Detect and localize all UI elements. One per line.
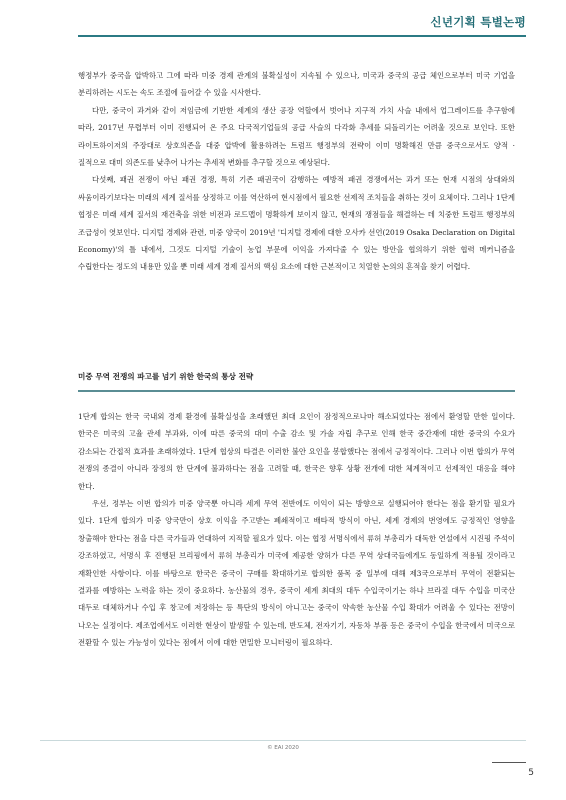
footer-divider — [40, 740, 526, 741]
header-divider — [78, 35, 526, 37]
section-heading: 미중 무역 전쟁의 파고를 넘기 위한 한국의 통상 전략 — [78, 371, 515, 392]
body-text-block-2 — [78, 408, 515, 652]
paragraph-2: 다만, 중국이 과거와 같이 저임금에 기반한 세계의 생산 공장 역할에서 벗어나 지구적 가치 사슬 내에서 업그레이드를 추구함에 따라, 2017년 무렵부터 이미 진행되어 온 주요 다국적기업들의 공급 사슬의 다각화 추세를 되돌리기는 어려울 것으로 보인다. 또한 라이트하이저의 주장대로 상호의존을 대중 압박에 활용하려는 트럼프 행정부의 전략이 이미 명확해진 만큼 중국으로서도 양적 · 질적으로 대미 의존도를 낮추어 나가는 추세적 변화를 추구할 것으로 예상된다. — [78, 105, 515, 168]
page-number-rule — [492, 762, 526, 763]
paragraph-5: 우선, 정부는 이번 합의가 미중 양국뿐 아니라 세계 무역 전반에도 이익이 되는 방향으로 실행되어야 한다는 점을 환기할 필요가 있다. 1단계 합의가 미중 양국만이 상호 이익을 주고받는 폐쇄적이고 배타적 방식이 아닌, 세계 경제의 번영에도 긍정적인 영향을 창출해야 한다는 점을 다른 국가들과 연대하여 지적할 필요가 있다. 이는 협정 서명식에서 류허 부총리가 대독한 연설에서 시진핑 주석이 강조하였고, 서명식 후 진행된 브리핑에서 류허 부총리가 미국에 제공한 양허가 다른 무역 상대국들에게도 동일하게 적용될 것이라고 재확인한 사항이다. 이를 바탕으로 한국은 중국이 구매를 확대하기로 합의한 품목 중 일부에 대해 제3국으로부터 무역이 전환되는 결과를 예방하는 노력을 하는 것이 중요하다. 농산물의 경우, 중국이 세계 최대의 대두 수입국이기는 하나 브라질 대두 수입을 미국산 대두로 대체하거나 수입 후 창고에 저장하는 등 특단의 방식이 아니고는 중국이 약속한 농산물 수입 확대가 어려울 수 있다는 전망이 나오는 실정이다. 제조업에서도 이러한 현상이 발생할 수 있는데, 반도체, 전자기기, 자동차 부품 등은 중국이 수입을 한국에서 미국으로 전환할 수 있는 가능성이 있다는 점에서 이에 대한 면밀한 모니터링이 필요하다. — [78, 499, 515, 648]
page-number: 5 — [528, 768, 534, 778]
footer-copyright: © EAI 2020 — [267, 745, 299, 751]
page-header-title: 신년기획 특별논평 — [430, 15, 526, 29]
paragraph-3: 다섯째, 패권 전쟁이 아닌 패권 경쟁, 특히 기존 패권국이 감행하는 예방적 패권 경쟁에서는 과거 또는 현재 시점의 상대와의 싸움이라기보다는 미래의 세계 질서를 상정하고 이를 역산하여 현시점에서 필요한 선제적 조치들을 취하는 것이 요체이다. 그러나 1단계 협정은 미래 세계 질서의 재건축을 위한 비전과 로드맵이 명확하게 보이지 않고, 현재의 쟁점들을 해결하는 데 치중한 트럼프 행정부의 조급성이 엿보인다. 디지털 경제와 관련, 미중 양국이 2019년 '디지털 경제에 대한 오사카 선언(2019 Osaka Declaration on Digital Economy)'의 틀 내에서, 그것도 디지털 기술이 농업 부문에 이익을 가져다줄 수 있는 방안을 협의하기 위한 협력 메커니즘을 수립한다는 정도의 내용만 있을 뿐 미래 세계 경제 질서의 핵심 요소에 대한 근본적이고 치열한 논의의 흔적을 찾기 어렵다. — [78, 175, 515, 272]
body-text-block-1 — [78, 67, 515, 276]
paragraph-1: 행정부가 중국을 압박하고 그에 따라 미중 경제 관계의 불확실성이 지속될 수 있으나, 미국과 중국의 공급 체인으로부터 미국 기업을 분리하려는 시도는 속도 조절에 들어갈 수 있을 시사한다. — [78, 71, 515, 98]
paragraph-4: 1단계 합의는 한국 국내외 경제 환경에 불확실성을 초래했던 최대 요인이 잠정적으로나마 해소되었다는 점에서 환영할 만한 일이다. 한국은 미국의 고율 관세 부과와, 이에 따른 중국의 대미 수출 감소 및 가솔 자립 추구로 인해 한국 중간재에 대한 중국의 수요가 감소되는 간접적 효과를 초래하였다. 1단계 협상의 타결은 이러한 불안 요인을 봉합했다는 점에서 긍정적이다. 그러나 이번 합의가 무역 전쟁의 종결이 아니라 장정의 한 단계에 불과하다는 점을 고려할 때, 한국은 향후 상황 전개에 대한 체계적이고 선제적인 대응을 해야 한다. — [78, 412, 515, 491]
